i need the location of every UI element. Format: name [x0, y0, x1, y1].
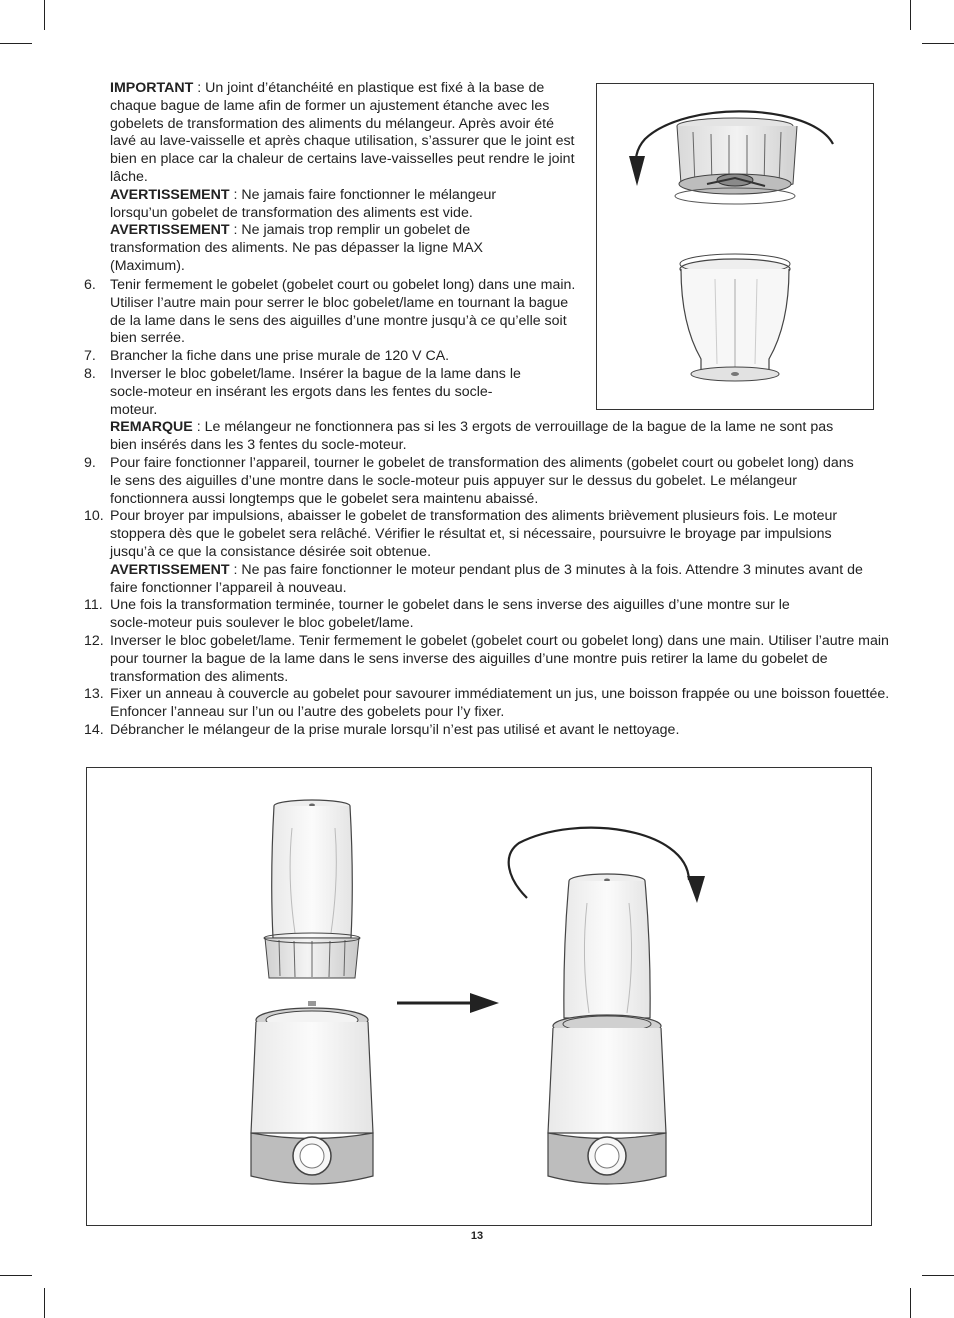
note-text: : Le mélangeur ne fonctionnera pas si les 3 ergots de verrouillage de la bague de la lame ne sont pas bien insérés dans les 3 fentes du socle-moteur.	[110, 419, 834, 454]
crop-mark	[910, 0, 911, 30]
warning-text: : Ne jamais trop remplir un gobelet de transformation des aliments. Ne pas dépasser la ligne MAX (Maximum).	[110, 222, 483, 274]
crop-mark	[922, 43, 954, 44]
step-number: 13.	[84, 686, 104, 703]
warning-overfill	[110, 222, 495, 275]
step-number: 11.	[84, 597, 103, 614]
crop-mark	[922, 1275, 954, 1276]
step-item	[84, 508, 880, 597]
step-text: Une fois la transformation terminée, tourner le gobelet dans le sens inverse des aiguilles d’une montre sur le socle-moteur puis soulever le bloc gobelet/lame.	[110, 597, 790, 632]
step-text: Inverser le bloc gobelet/lame. Tenir fermement le gobelet (gobelet court ou gobelet long) dans une main. Utiliser l’autre main pour tourner la bague de la lame dans le sens inverse des aiguilles d’une montre puis retirer la lame du gobelet de transformation des aliments.	[110, 632, 889, 685]
step-number: 7.	[84, 348, 96, 365]
step-number: 12.	[84, 632, 104, 649]
important-label: IMPORTANT	[110, 80, 194, 96]
important-text: : Un joint d’étanchéité en plastique est fixé à la base de chaque bague de lame afin de former un ajustement étanche avec les gobelets de transformation des aliments du mélangeur. Après avoir été lavé au lave-vaisselle et après chaque utilisation, s’assurer que le joint est bien en place car la chaleur de certains lave-vaisselles peut rendre le joint lâche.	[110, 80, 575, 185]
step-item	[84, 277, 580, 348]
step-text: Débrancher le mélangeur de la prise murale lorsqu’il n’est pas utilisé et avant le nettoyage.	[110, 721, 680, 738]
step-number: 10.	[84, 508, 104, 525]
important-note	[110, 80, 580, 187]
crop-mark	[910, 1288, 911, 1318]
note-label: AVERTISSEMENT	[110, 561, 230, 578]
page-number: 13	[470, 1230, 484, 1242]
step-text: Brancher la fiche dans une prise murale de 120 V CA.	[110, 348, 450, 365]
step-note	[110, 419, 860, 455]
intro-block	[110, 80, 580, 276]
figure-assembly-base	[86, 767, 872, 1226]
crop-mark	[0, 1275, 32, 1276]
step-number: 9.	[84, 454, 96, 471]
step-item	[84, 597, 810, 633]
crop-mark	[44, 0, 45, 30]
step-number: 6.	[84, 277, 96, 293]
figure-blade-assembly	[596, 83, 874, 410]
blender-assembly-illustration	[87, 768, 871, 1225]
step-item	[84, 722, 900, 740]
note-text: : Ne pas faire fonctionner le moteur pendant plus de 3 minutes à la fois. Attendre 3 minutes avant de faire fonctionner l’appareil à nouveau.	[110, 561, 863, 596]
step-number: 8.	[84, 365, 96, 382]
crop-mark	[0, 43, 32, 44]
step-item	[84, 348, 580, 366]
step-text: Inverser le bloc gobelet/lame. Insérer la bague de la lame dans le socle-moteur en insérant les ergots dans les fentes du socle-moteur.	[110, 365, 521, 418]
crop-mark	[44, 1288, 45, 1318]
step-text: Pour broyer par impulsions, abaisser le gobelet de transformation des aliments brièvement plusieurs fois. Le moteur stoppera dès que le gobelet sera relâché. Vérifier le résultat et, si nécessaire, poursuivre le broyage par impulsions jusqu’à ce que la consistance désirée soit obtenue.	[110, 508, 838, 560]
step-item	[84, 686, 900, 722]
step-note	[110, 562, 880, 598]
warning-empty	[110, 187, 550, 223]
warning-label: AVERTISSEMENT	[110, 186, 230, 203]
step-item	[84, 633, 895, 686]
warning-text: : Ne jamais faire fonctionner le mélangeur lorsqu’un gobelet de transformation des aliments est vide.	[110, 186, 497, 221]
step-text: Tenir fermement le gobelet (gobelet court ou gobelet long) dans une main. Utiliser l’autre main pour serrer le bloc gobelet/lame en tournant la bague de la lame dans le sens des aiguilles d’une montre jusqu’à ce qu’elle soit bien serrée.	[110, 277, 576, 347]
note-label: REMARQUE	[110, 419, 193, 436]
step-text: Pour faire fonctionner l’appareil, tourner le gobelet de transformation des aliments (gobelet court ou gobelet long) dans le sens des aiguilles d’une montre dans le socle-moteur puis appuyer sur le dessus du gobelet. Le mélangeur fonctionnera aussi longtemps que le gobelet sera maintenu abaissé.	[110, 454, 854, 507]
blade-assembly-illustration	[597, 84, 873, 409]
warning-label: AVERTISSEMENT	[110, 222, 230, 239]
step-number: 14.	[84, 721, 104, 738]
step-text: Fixer un anneau à couvercle au gobelet pour savourer immédiatement un jus, une boisson frappée ou une boisson fouettée. Enfoncer l’anneau sur l’un ou l’autre des gobelets pour l’y fixer.	[110, 686, 890, 721]
step-item	[84, 455, 855, 508]
